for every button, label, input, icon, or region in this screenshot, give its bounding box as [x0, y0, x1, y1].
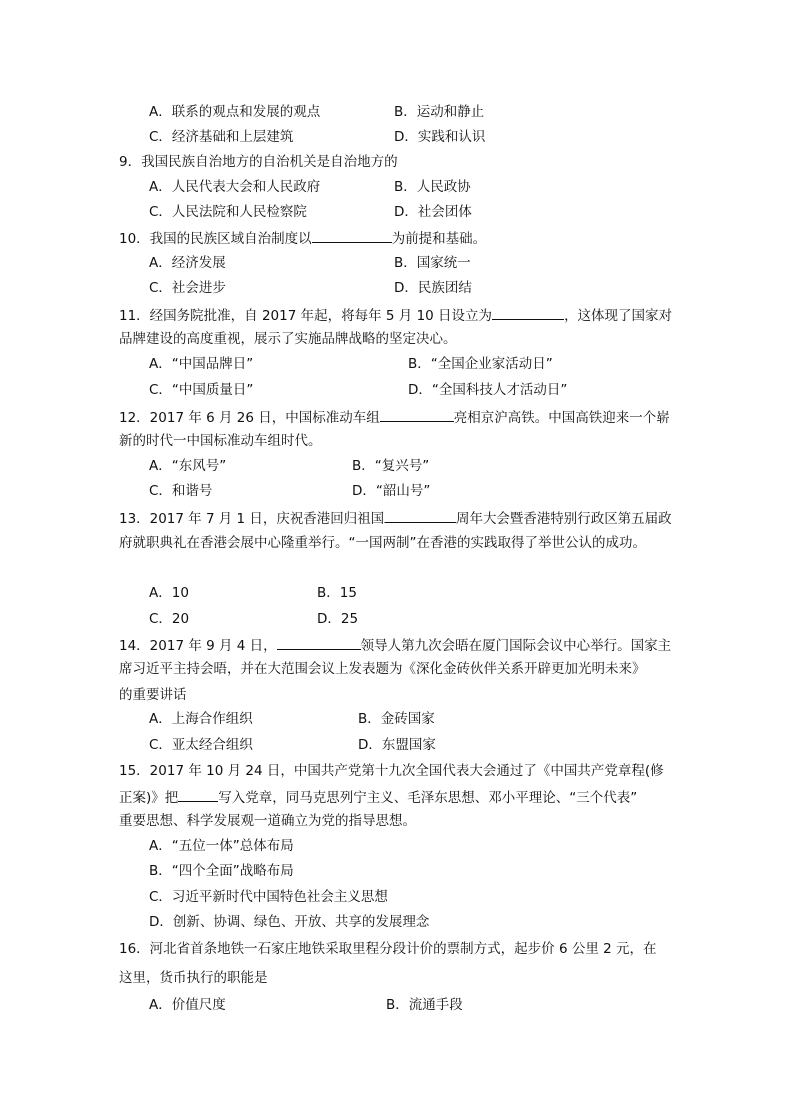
question-11-stem-pre: 11．经国务院批准，自 2017 年起，将每年 5 月 10 日设立为	[119, 308, 493, 324]
question-12-stem-post: 亮相京沪高铁。中国高铁迎来一个崭	[453, 410, 670, 426]
answer-blank	[312, 228, 392, 243]
question-14-option-d: D．东盟国家	[358, 737, 436, 753]
question-12-option-b: B．“复兴号”	[352, 458, 430, 474]
question-11-option-a: A．“中国品牌日”	[149, 356, 254, 372]
question-13-option-a: A．10	[149, 585, 189, 601]
question-14-stem-pre: 14．2017 年 9 月 4 日，	[119, 638, 277, 654]
answer-blank	[277, 635, 361, 650]
question-11-stem	[119, 305, 672, 325]
question-12-stem	[119, 407, 670, 427]
question-13-option-d: D．25	[317, 611, 359, 627]
question-9-option-a: A．人民代表大会和人民政府	[149, 179, 321, 195]
question-14-stem	[119, 635, 671, 655]
question-11-stem-post: ，这体现了国家对	[564, 308, 673, 324]
question-14-stem-post: 领导人第九次会晤在厦门国际会议中心举行。国家主	[360, 638, 672, 654]
question-10-option-d: D．民族团结	[394, 280, 472, 296]
question-15-stem-line3: 重要思想、科学发展观一道确立为党的指导思想。	[119, 813, 416, 829]
question-14-option-b: B．金砖国家	[358, 711, 435, 727]
question-9-option-c: C．人民法院和人民检察院	[149, 204, 307, 220]
option-d: D．实践和认识	[394, 129, 486, 145]
option-a: A．联系的观点和发展的观点	[149, 104, 321, 120]
question-11-option-c: C．“中国质量日”	[149, 382, 254, 398]
answer-blank	[492, 305, 564, 320]
question-13-option-b: B．15	[317, 585, 357, 601]
question-12-option-d: D．“韶山号”	[352, 483, 431, 499]
question-13-option-c: C．20	[149, 611, 190, 627]
option-b: B．运动和静止	[394, 104, 485, 120]
question-15-option-d: D．创新、协调、绿色、开放、共享的发展理念	[149, 914, 430, 930]
question-14-stem-line2: 席习近平主持会晤，并在大范围会议上发表题为《深化金砖伙伴关系开辟更加光明未来》	[119, 661, 646, 677]
question-15-option-a: A．“五位一体”总体布局	[149, 838, 294, 854]
question-9-option-b: B．人民政协	[394, 179, 471, 195]
question-9-option-d: D．社会团体	[394, 204, 472, 220]
question-16-option-b: B．流通手段	[386, 997, 463, 1013]
question-10-option-a: A．经济发展	[149, 255, 226, 271]
question-13-stem	[119, 508, 672, 528]
question-13-stem-pre: 13．2017 年 7 月 1 日，庆祝香港回归祖国	[119, 511, 385, 527]
answer-blank	[380, 407, 454, 422]
question-14-stem-line3: 的重要讲话	[119, 687, 187, 703]
question-10-stem	[119, 228, 486, 248]
question-11-option-b: B．“全国企业家活动日”	[408, 356, 553, 372]
question-14-option-c: C．亚太经合组织	[149, 737, 253, 753]
question-13-stem-line2: 府就职典礼在香港会展中心隆重举行。“一国两制”在香港的实践取得了举世公认的成功。	[119, 535, 646, 551]
question-11-stem-line2: 品牌建设的高度重视，展示了实施品牌战略的坚定决心。	[119, 331, 457, 347]
answer-blank	[178, 787, 218, 802]
question-16-option-a: A．价值尺度	[149, 997, 226, 1013]
question-10-option-c: C．社会进步	[149, 280, 226, 296]
question-15-stem-line2-pre: 正案)》把	[119, 790, 179, 806]
question-13-stem-post: 周年大会暨香港特别行政区第五届政	[455, 511, 672, 527]
question-12-stem-pre: 12．2017 年 6 月 26 日，中国标准动车组	[119, 410, 380, 426]
question-15-stem-line2-post: 写入党章，同马克思列宁主义、毛泽东思想、邓小平理论、“三个代表”	[218, 790, 638, 806]
question-16-stem-line2: 这里，货币执行的职能是	[119, 970, 268, 986]
option-c: C．经济基础和上层建筑	[149, 129, 294, 145]
question-10-option-b: B．国家统一	[394, 255, 471, 271]
question-14-option-a: A．上海合作组织	[149, 711, 253, 727]
question-15-stem: 15．2017 年 10 月 24 日，中国共产党第十九次全国代表大会通过了《中国共产党章程(修	[119, 763, 664, 779]
question-12-option-c: C．和谐号	[149, 483, 213, 499]
question-12-option-a: A．“东风号”	[149, 458, 227, 474]
question-15-option-b: B．“四个全面”战略布局	[149, 863, 294, 879]
question-12-stem-line2: 新的时代一中国标准动车组时代。	[119, 433, 322, 449]
question-15-option-c: C．习近平新时代中国特色社会主义思想	[149, 889, 388, 905]
question-9-stem: 9．我国民族自治地方的自治机关是自治地方的	[119, 154, 398, 170]
question-11-option-d: D．“全国科技人才活动日”	[408, 382, 568, 398]
question-16-stem: 16．河北省首条地铁一石家庄地铁采取里程分段计价的票制方式，起步价 6 公里 2 元，在	[119, 941, 657, 957]
question-10-stem-pre: 10．我国的民族区域自治制度以	[119, 231, 312, 247]
question-15-stem-line2	[119, 787, 637, 807]
question-10-stem-post: 为前提和基础。	[391, 231, 487, 247]
answer-blank	[384, 508, 456, 523]
